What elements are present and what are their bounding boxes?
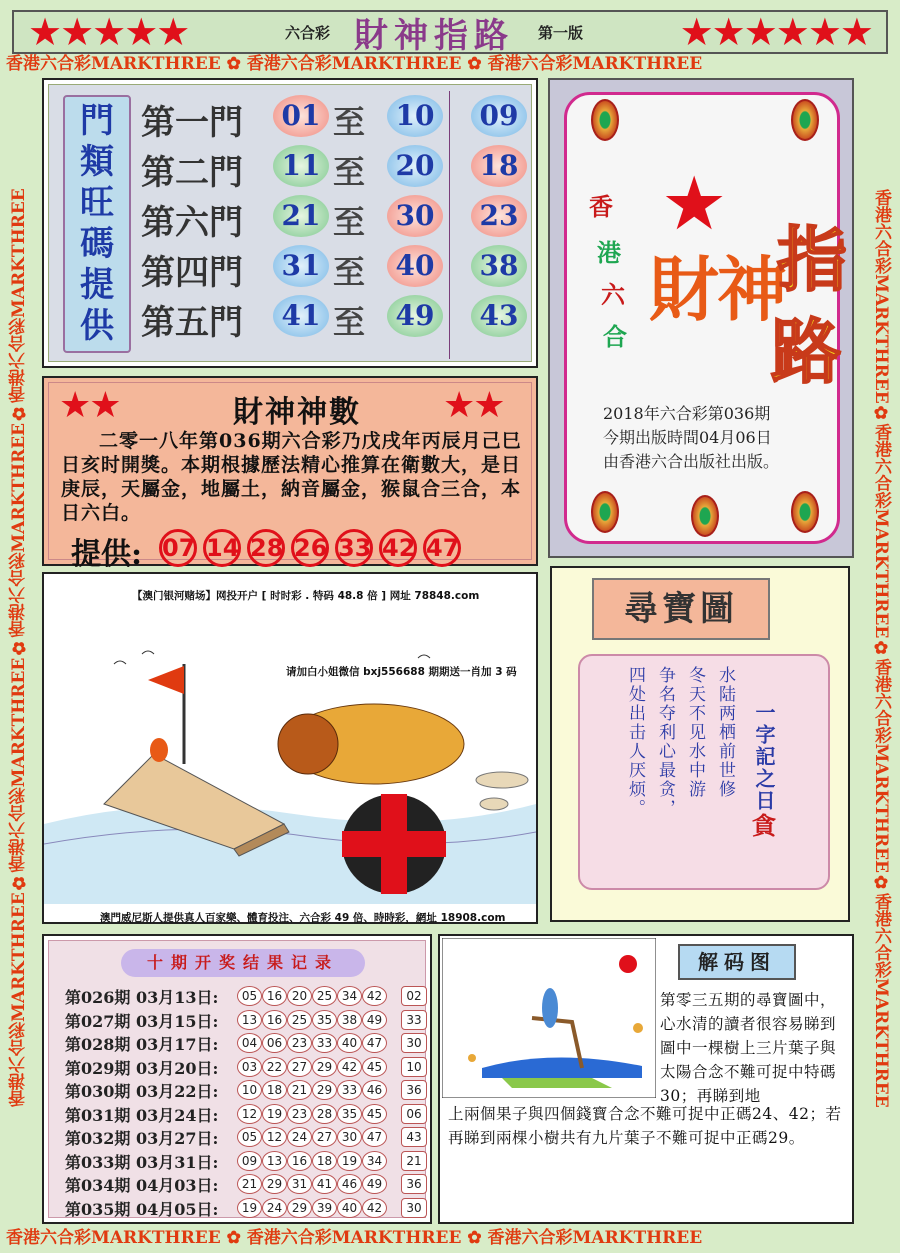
record-number: 33 bbox=[312, 1033, 337, 1053]
door-label: 第一門 bbox=[141, 103, 243, 143]
door-row bbox=[141, 145, 531, 191]
record-number: 29 bbox=[262, 1174, 287, 1194]
records-title: 十期开奖结果记录 bbox=[121, 949, 365, 977]
record-number: 31 bbox=[287, 1174, 312, 1194]
number-ball: 31 bbox=[273, 245, 329, 287]
record-label: 第029期 03月20日: bbox=[65, 1058, 219, 1078]
record-label: 第034期 04月03日: bbox=[65, 1176, 219, 1195]
door-label: 第四門 bbox=[141, 253, 243, 293]
record-number: 40 bbox=[337, 1198, 362, 1218]
record-special-number: 02 bbox=[401, 986, 427, 1006]
record-label: 第030期 03月22日: bbox=[65, 1082, 219, 1101]
record-number: 41 bbox=[312, 1174, 337, 1194]
number-ball: 30 bbox=[387, 195, 443, 237]
record-number: 24 bbox=[287, 1127, 312, 1147]
record-number: 09 bbox=[237, 1151, 262, 1171]
record-number: 19 bbox=[237, 1198, 262, 1218]
poster-gold-char: 指 bbox=[777, 218, 847, 301]
treasure-title: 尋寶圖 bbox=[592, 578, 770, 640]
poster-char: 合 bbox=[603, 322, 627, 351]
record-special-number: 21 bbox=[401, 1151, 427, 1171]
stars-icon: ★★ bbox=[443, 385, 504, 426]
record-row bbox=[65, 1009, 425, 1031]
poster-line: 2018年六合彩第036期 bbox=[603, 404, 771, 423]
lucky-number: 33 bbox=[335, 529, 373, 567]
number-ball: 38 bbox=[471, 245, 527, 287]
record-number: 34 bbox=[362, 1151, 387, 1171]
treasure-key: 一字記之日 bbox=[752, 702, 776, 812]
decode-panel bbox=[438, 934, 854, 1224]
provide-label: 提供: bbox=[71, 537, 143, 572]
poem-column: 四处出击人厌烦。 bbox=[625, 666, 645, 818]
record-number: 45 bbox=[362, 1057, 387, 1077]
number-ball: 09 bbox=[471, 95, 527, 137]
record-row bbox=[65, 1126, 425, 1148]
treasure-answer: 貪 bbox=[752, 811, 776, 840]
record-row bbox=[65, 985, 425, 1007]
record-number: 47 bbox=[362, 1127, 387, 1147]
record-number: 25 bbox=[312, 986, 337, 1006]
record-special-number: 30 bbox=[401, 1033, 427, 1053]
god-numbers-title: 財神神數 bbox=[233, 395, 361, 430]
band-left: 香港六合彩MARKTHREE✿香港六合彩MARKTHREE✿香港六合彩MARKTHREE✿香港六合彩MARKTHREE bbox=[9, 188, 29, 1108]
record-number: 10 bbox=[237, 1080, 262, 1100]
decode-text-top: 第零三五期的尋寶圖中，心水清的讀者很容易睇到圖中一棵樹上三片葉子與太陽合念不難可捉中特碼30；再睇到地 bbox=[660, 991, 837, 1105]
door-row bbox=[141, 245, 531, 291]
lucky-number: 14 bbox=[203, 529, 241, 567]
number-ball: 49 bbox=[387, 295, 443, 337]
poster-panel bbox=[548, 78, 854, 558]
record-special-number: 36 bbox=[401, 1080, 427, 1100]
cartoon-panel bbox=[42, 572, 538, 924]
lucky-number: 42 bbox=[379, 529, 417, 567]
poem-column: 冬天不见水中游 bbox=[685, 666, 705, 799]
door-label: 第六門 bbox=[141, 203, 243, 243]
record-number: 35 bbox=[337, 1104, 362, 1124]
record-special-number: 06 bbox=[401, 1104, 427, 1124]
coin-icon bbox=[591, 99, 619, 141]
coin-icon bbox=[791, 491, 819, 533]
number-ball: 10 bbox=[387, 95, 443, 137]
poster-char: 港 bbox=[597, 238, 621, 267]
record-number: 30 bbox=[337, 1127, 362, 1147]
record-special-number: 43 bbox=[401, 1127, 427, 1147]
number-ball: 40 bbox=[387, 245, 443, 287]
header-stars-left: ★★★★★ bbox=[28, 10, 189, 54]
record-special-number: 30 bbox=[401, 1198, 427, 1218]
number-ball: 01 bbox=[273, 95, 329, 137]
record-number: 16 bbox=[262, 986, 287, 1006]
door-row bbox=[141, 95, 531, 141]
poster-line: 今期出版時間04月06日 bbox=[603, 428, 772, 447]
record-number: 13 bbox=[262, 1151, 287, 1171]
record-special-number: 33 bbox=[401, 1010, 427, 1030]
god-numbers-text: 二零一八年第036期六合彩乃戊戌年丙辰月己巳日亥时開獎。本期根據歷法精心推算在衛數大，是日庚辰，天屬金，地屬土，納音屬金，猴鼠合三合，本日六白。 bbox=[61, 430, 522, 524]
record-number: 06 bbox=[262, 1033, 287, 1053]
star-icon: ★ bbox=[661, 161, 728, 247]
lion-ball-illustration bbox=[44, 604, 536, 904]
record-number: 05 bbox=[237, 986, 262, 1006]
header-subtitle: 六合彩 bbox=[284, 23, 330, 42]
poem-column: 水陆两栖前世修 bbox=[715, 666, 735, 799]
record-number: 03 bbox=[237, 1057, 262, 1077]
record-special-number: 36 bbox=[401, 1174, 427, 1194]
record-number: 34 bbox=[337, 986, 362, 1006]
band-text: 香港六合彩MARKTHREE bbox=[6, 54, 221, 74]
lucky-number: 47 bbox=[423, 529, 461, 567]
poster-char: 六 bbox=[601, 280, 625, 309]
record-label: 第028期 03月17日: bbox=[65, 1035, 219, 1054]
god-numbers-panel bbox=[42, 376, 538, 572]
door-row bbox=[141, 195, 531, 241]
ad-bottom: 澳門威尼斯人提供真人百家樂、體育投注、六合彩 49 倍、時時彩，網址 18908.com bbox=[100, 912, 506, 924]
coin-icon bbox=[691, 495, 719, 537]
lucky-number: 26 bbox=[291, 529, 329, 567]
record-number: 27 bbox=[312, 1127, 337, 1147]
record-number: 16 bbox=[287, 1151, 312, 1171]
record-number: 27 bbox=[287, 1057, 312, 1077]
treasure-scroll bbox=[578, 654, 830, 890]
record-number: 42 bbox=[362, 986, 387, 1006]
door-to-word: 至 bbox=[333, 103, 366, 141]
record-number: 42 bbox=[337, 1057, 362, 1077]
record-number: 33 bbox=[337, 1080, 362, 1100]
door-label: 第二門 bbox=[141, 153, 243, 193]
record-number: 24 bbox=[262, 1198, 287, 1218]
poster-line: 由香港六合出版社出版。 bbox=[603, 452, 780, 471]
coin-icon bbox=[591, 491, 619, 533]
record-number: 38 bbox=[337, 1010, 362, 1030]
record-number: 46 bbox=[337, 1174, 362, 1194]
lucky-number: 07 bbox=[159, 529, 197, 567]
record-number: 20 bbox=[287, 986, 312, 1006]
record-number: 04 bbox=[237, 1033, 262, 1053]
number-ball: 20 bbox=[387, 145, 443, 187]
record-label: 第026期 03月13日: bbox=[65, 988, 219, 1007]
record-number: 46 bbox=[362, 1080, 387, 1100]
record-row bbox=[65, 1150, 425, 1172]
record-number: 12 bbox=[262, 1127, 287, 1147]
record-number: 18 bbox=[312, 1151, 337, 1171]
record-number: 05 bbox=[237, 1127, 262, 1147]
record-number: 45 bbox=[362, 1104, 387, 1124]
decode-illustration bbox=[442, 938, 656, 1098]
record-row bbox=[65, 1103, 425, 1125]
record-label: 第032期 03月27日: bbox=[65, 1129, 219, 1148]
coin-icon bbox=[791, 99, 819, 141]
record-number: 29 bbox=[312, 1080, 337, 1100]
header-title: 財神指路 bbox=[353, 15, 514, 56]
number-ball: 18 bbox=[471, 145, 527, 187]
header-stars-right: ★★★★★★ bbox=[679, 10, 872, 54]
record-special-number: 10 bbox=[401, 1057, 427, 1077]
record-number: 49 bbox=[362, 1174, 387, 1194]
record-number: 18 bbox=[262, 1080, 287, 1100]
record-number: 21 bbox=[287, 1080, 312, 1100]
record-number: 47 bbox=[362, 1033, 387, 1053]
record-number: 22 bbox=[262, 1057, 287, 1077]
poster-char: 香 bbox=[589, 192, 613, 221]
number-ball: 41 bbox=[273, 295, 329, 337]
record-row bbox=[65, 1032, 425, 1054]
treasure-panel bbox=[550, 566, 850, 922]
door-panel bbox=[42, 78, 538, 368]
record-label: 第027期 03月15日: bbox=[65, 1011, 219, 1031]
record-number: 39 bbox=[312, 1198, 337, 1218]
poem-column: 争名夺利心最贪， bbox=[655, 666, 675, 818]
record-number: 49 bbox=[362, 1010, 387, 1030]
record-number: 12 bbox=[237, 1104, 262, 1124]
number-ball: 43 bbox=[471, 295, 527, 337]
poster-main-title: 財神 bbox=[649, 248, 785, 331]
door-side-title: 門類旺碼提供 bbox=[63, 95, 131, 353]
record-number: 29 bbox=[287, 1198, 312, 1218]
door-row bbox=[141, 295, 531, 341]
record-number: 42 bbox=[362, 1198, 387, 1218]
header-bar bbox=[12, 10, 888, 54]
record-number: 23 bbox=[287, 1104, 312, 1124]
record-number: 29 bbox=[312, 1057, 337, 1077]
ad-middle: 请加白小姐微信 bxj556688 期期送一肖加 3 码 bbox=[286, 666, 517, 678]
record-number: 21 bbox=[237, 1174, 262, 1194]
record-number: 23 bbox=[287, 1033, 312, 1053]
record-number: 28 bbox=[312, 1104, 337, 1124]
record-number: 35 bbox=[312, 1010, 337, 1030]
ad-top: 【澳门银河赌场】网投开户 [ 时时彩 . 特码 48.8 倍 ] 网址 78848.com bbox=[132, 590, 480, 602]
number-ball: 23 bbox=[471, 195, 527, 237]
door-to-word: 至 bbox=[333, 153, 366, 191]
number-ball: 21 bbox=[273, 195, 329, 237]
stars-icon: ★★ bbox=[59, 385, 120, 426]
band-top: 香港六合彩MARKTHREE ✿ 香港六合彩MARKTHREE ✿ 香港六合彩MARKTHREE bbox=[6, 54, 703, 74]
record-number: 40 bbox=[337, 1033, 362, 1053]
decode-title: 解码图 bbox=[678, 944, 796, 980]
door-label: 第五門 bbox=[141, 303, 243, 343]
record-label: 第035期 04月05日: bbox=[65, 1199, 219, 1219]
record-number: 13 bbox=[237, 1010, 262, 1030]
record-row bbox=[65, 1079, 425, 1101]
record-row bbox=[65, 1197, 425, 1219]
decode-text-bottom: 上兩個果子與四個錢寶合念不難可捉中正碼24、42；若再睇到兩棵小樹共有九片葉子不難可捉中正碼29。 bbox=[448, 1105, 842, 1147]
records-panel bbox=[42, 934, 432, 1224]
header-edition: 第一版 bbox=[537, 23, 583, 42]
record-row bbox=[65, 1173, 425, 1195]
lucky-number: 28 bbox=[247, 529, 285, 567]
record-number: 16 bbox=[262, 1010, 287, 1030]
door-to-word: 至 bbox=[333, 303, 366, 341]
record-number: 19 bbox=[337, 1151, 362, 1171]
door-to-word: 至 bbox=[333, 253, 366, 291]
record-row bbox=[65, 1056, 425, 1078]
record-number: 25 bbox=[287, 1010, 312, 1030]
number-ball: 11 bbox=[273, 145, 329, 187]
door-to-word: 至 bbox=[333, 203, 366, 241]
band-bottom: 香港六合彩MARKTHREE ✿ 香港六合彩MARKTHREE ✿ 香港六合彩MARKTHREE bbox=[6, 1228, 703, 1248]
band-right: 香港六合彩MARKTHREE✿香港六合彩MARKTHREE✿香港六合彩MARKTHREE✿香港六合彩MARKTHREE bbox=[871, 188, 891, 1108]
record-label: 第033期 03月31日: bbox=[65, 1152, 219, 1172]
record-number: 19 bbox=[262, 1104, 287, 1124]
poster-gold-char: 路 bbox=[771, 310, 841, 393]
record-label: 第031期 03月24日: bbox=[65, 1105, 219, 1125]
